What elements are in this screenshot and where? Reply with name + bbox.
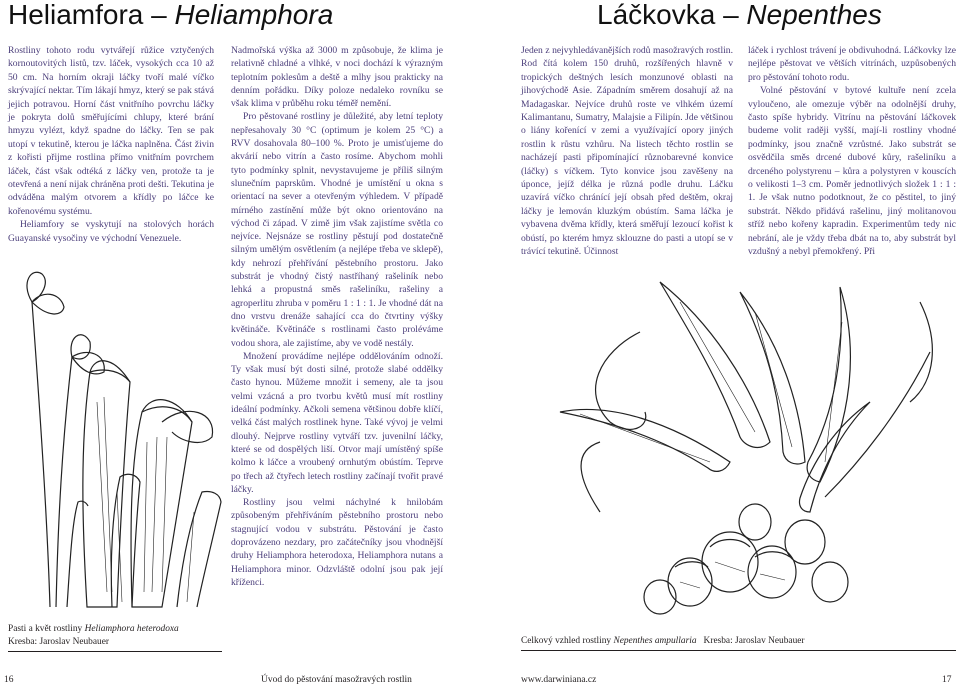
nepenthes-illustration — [540, 262, 950, 627]
caption-rule — [521, 650, 956, 651]
right-intro-column: Jeden z nejvyhledávanějších rodů masožravých rostlin. Rod čítá kolem 150 druhů, rozšířených hlavně v tropických deštných lesích monzunové oblasti na jihovýchodě Asie. Západním směrem dosahují až na Madagaskar. Nejvíce druhů roste ve vlhkém území Kalimantanu, Sumatry, Malajsie a Filipín. Jde většinou o liány kořenící v zemi a využívající opory jiných rostlin k růstu vzhůru. Na listech těchto rostlin se nacházejí pasti připomínající různobarevné konvice (láčky) s víčkem. Tyto konvice jsou zavěšeny na úponce, jejíž délka je různá podle druhu. Láčku uzavírá víčko chránící její obsah před deštěm, okraj láčky je lemován kluzkým obústím. Sama láčka je vybavena dvěma křídly, která směřují lezoucí kořist k obústí, po kterém hmyz sklouzne do pasti a utopí se v trávící tekutině. Účinnost — [521, 45, 733, 258]
intro-paragraph: Heliamfory se vyskytují na stolových horách Guayanské vysočiny ve východní Venezuele. — [8, 219, 214, 244]
right-cultivation-column: láček i rychlost trávení je obdivuhodná. Láčkovky lze nejlépe pěstovat ve větších vitrínách, uzpůsobených pro pěstování tohoto rodu. Volné pěstování v bytové kultuře není zcela vyloučeno, ale omezuje výběr na odolnější druhy, často spíše hybridy. Vitrínu na pěstování láčkovek budeme volit raději vyšší, mají-li rostliny vhodné podmínky, jsou značně vzrůstné. Jako substrát se osvědčila směs drcené dubové kůry, rašeliníku a drceného polystyrenu – kůra a polystyren v kouscích o velikosti 1–3 cm. Poměr jednotlivých složek 1 : 1 : 1. Je však nutno podotknout, že co pěstitel, to jiný substrát. Někdo přidává rašelinu, jiný molitanovou stříž nebo kořeny kapradin. Experimentům tedy nic nebrání, ale je vždy třeba dbát na to, aby substrát byl vzdušný a nebyl přemokřený. Při — [748, 45, 956, 258]
page-number-left: 16 — [4, 675, 14, 685]
body-paragraph: Rostliny jsou velmi náchylné k hnilobám způsobeným přehříváním pěstebního prostoru nebo stagnující vodou v substrátu. Pěstování je často doprovázeno nezdary, pro začátečníky jsou vhodnější druhy Heliamphora heterodoxa, Heliamphora nutans a Heliamphora minor. Odzvláště odolní jsou pak její kříženci. — [231, 497, 443, 588]
nepenthes-caption: Celkový vzhled rostliny Nepenthes ampullaria Kresba: Jaroslav Neubauer — [521, 636, 805, 646]
body-paragraph: Množení provádíme nejlépe oddělováním odnoží. Ty však musí být dosti silné, protože slabé oddělky často hynou. Můžeme množit i semeny, ale ta jsou velmi vzácná a pro tvorbu květů musí mít rostliny ideální podmínky. Ačkoli semena většinou dobře klíčí, velká část malých rostlinek hyne. Také vývoj je velmi dlouhý. Nejprve rostliny vytváří tzv. juvenilní láčky, které se od dospělých liší. Otvor mají umístěný spíše kolmo k láčce a vroubený ornhutým obústím. Teprve po třech až čtyřech letech rostliny začínají tvořit pravé láčky. — [231, 350, 443, 495]
right-page-title: Láčkovka – Nepenthes — [597, 0, 882, 30]
left-main-column — [231, 44, 443, 589]
intro-paragraph: Rostliny tohoto rodu vytvářejí růžice vztyčených kornoutovitých listů, tzv. láček, vysokých cca 10 až 50 cm. Na horním okraji láčky tvoří malé víčko skrývající nektar. Tím lákají hmyz, který se pak stává jejich potravou. Horní část vnitřního povrchu láčky je pokryta dolů směřujícími chlupy, které brání hmyzu vylézt, když spadne do láčky. Ten se pak utopí v tekutině, kterou je láčka naplněna. Část živin z kořisti přijme rostlina přímo vnitřním povrchem láček, část však odtéká z láčky ven, protože ta je otevřená a není nijak chráněna proti dešti. Tekutina je odváděna malým otvorem a křídly po láčce ke kořenovému systému. — [8, 45, 214, 217]
footer-book-title: Úvod do pěstování masožravých rostlin — [261, 675, 412, 685]
caption-rule — [8, 651, 222, 652]
page-number-right: 17 — [942, 675, 952, 685]
left-intro-column — [8, 44, 214, 245]
footer-url[interactable]: www.darwiniana.cz — [521, 675, 597, 685]
heliamphora-caption: Pasti a květ rostliny Heliamphora heterodoxa Kresba: Jaroslav Neubauer — [8, 624, 179, 647]
heliamphora-illustration — [12, 262, 222, 612]
body-paragraph: Nadmořská výška až 3000 m způsobuje, že klima je relativně chladné a vlhké, v noci dochází k výrazným teplotním poklesům a deště a mlhy jsou prakticky na denním pořádku. Díky poloze nedaleko rovníku se však klima v průběhu roku téměř nemění. — [231, 45, 443, 110]
body-paragraph: Pro pěstované rostliny je důležité, aby letní teploty nepřesahovaly 30 °C (optimum je kolem 25 °C) a RVV dosahovala 80–100 %. Proto je umisťujeme do akvárií nebo vitrín a často rosíme. Abychom mohli tyto podmínky splnit, nevystavujeme je příliš silným slunečním paprskům. Vhodné je umístění u okna s orientací na sever a otevřeným výhledem. V případě mírného zastínění může být okno orientováno na východ či západ. V zimě jim však zajistíme světla co nejvíce. Nejsnáze se rostliny pěstují pod dostatečně silným umělým osvětlením (a nejlépe třeba ve sklepě), kdy nehrozí přehřívání pěstebního prostoru. Jako substrát je vhodný čistý nastříhaný rašeliník nebo lehká a propustná směs rašeliníku, rašeliny a agroperlitu zhruba v poměru 1 : 1 : 1. Je vhodné dát na dno vrstvu drenáže sahající cca do čtvrtiny výšky květináče. Květináče s rostlinami často proléváme vodou shora, ale zajistíme, aby ve vodě nestály. — [231, 111, 443, 349]
left-page-title: Heliamfora – Heliamphora — [8, 0, 334, 30]
